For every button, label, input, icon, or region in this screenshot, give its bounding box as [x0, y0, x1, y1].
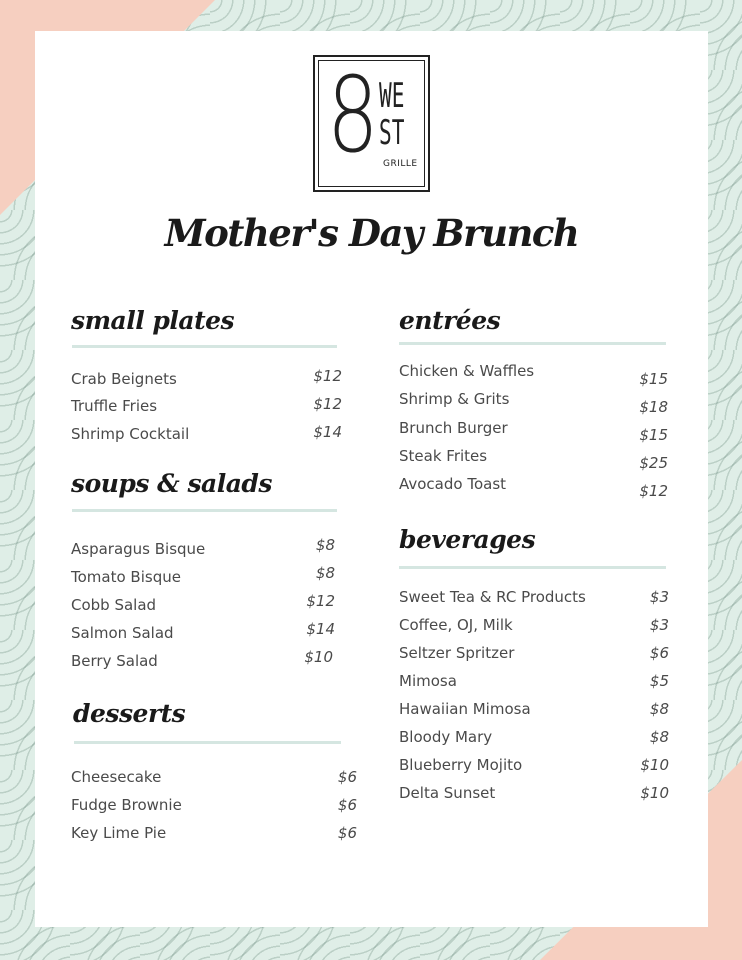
menu-item-price: $10: [640, 784, 669, 802]
logo-text-line3: GRILLE: [383, 159, 418, 169]
menu-item-price: $6: [649, 644, 669, 662]
logo-text-line2: ST: [379, 113, 405, 153]
menu-item-name: Shrimp Cocktail: [71, 425, 190, 443]
menu-item-name: Asparagus Bisque: [71, 540, 206, 558]
menu-item-name: Chicken & Waffles: [399, 362, 535, 380]
menu-item-name: Sweet Tea & RC Products: [399, 588, 586, 606]
menu-item-price: $8: [315, 536, 335, 554]
menu-item-price: $3: [649, 588, 669, 606]
menu-item-price: $8: [649, 728, 669, 746]
menu-item-name: Seltzer Spritzer: [399, 644, 515, 662]
section-heading-entrees: entrées: [399, 306, 501, 335]
logo-number: 8: [327, 54, 378, 176]
menu-item-name: Fudge Brownie: [71, 796, 182, 814]
menu-item-price: $12: [313, 395, 342, 413]
section-divider: [72, 509, 337, 512]
menu-item-name: Shrimp & Grits: [399, 390, 510, 408]
menu-item-price: $8: [315, 564, 335, 582]
section-heading-desserts: desserts: [73, 699, 186, 728]
menu-item-name: Mimosa: [399, 672, 457, 690]
menu-item-name: Bloody Mary: [399, 728, 493, 746]
menu-card: [35, 31, 708, 927]
menu-item-name: Cobb Salad: [71, 596, 157, 614]
menu-item-price: $14: [306, 620, 335, 638]
menu-item-name: Salmon Salad: [71, 624, 174, 642]
menu-item-name: Steak Frites: [399, 447, 488, 465]
logo-inner-frame: [318, 54, 425, 187]
menu-item-name: Key Lime Pie: [71, 824, 167, 842]
menu-item-price: $15: [639, 426, 668, 444]
menu-item-price: $10: [304, 648, 333, 666]
menu-item-name: Crab Beignets: [71, 370, 177, 388]
menu-item-price: $14: [313, 423, 342, 441]
section-divider: [72, 345, 337, 348]
section-heading-beverages: beverages: [399, 525, 536, 554]
menu-item-name: Blueberry Mojito: [399, 756, 523, 774]
menu-item-name: Coffee, OJ, Milk: [399, 616, 513, 634]
section-divider: [399, 342, 666, 345]
menu-item-price: $3: [649, 616, 669, 634]
menu-title: Mother's Day Brunch: [164, 211, 579, 255]
menu-item-price: $15: [639, 370, 668, 388]
menu-item-name: Berry Salad: [71, 652, 158, 670]
menu-item-price: $12: [306, 592, 335, 610]
menu-item-name: Brunch Burger: [399, 419, 508, 437]
menu-item-price: $18: [639, 398, 668, 416]
menu-item-name: Hawaiian Mimosa: [399, 700, 531, 718]
menu-item-name: Avocado Toast: [399, 475, 507, 493]
menu-item-name: Cheesecake: [71, 768, 162, 786]
menu-item-name: Delta Sunset: [399, 784, 496, 802]
section-divider: [399, 566, 666, 569]
menu-item-price: $12: [313, 367, 342, 385]
section-heading-small-plates: small plates: [71, 306, 235, 335]
section-divider: [74, 741, 341, 744]
restaurant-logo: [313, 55, 430, 192]
menu-item-price: $8: [649, 700, 669, 718]
menu-item-name: Tomato Bisque: [71, 568, 181, 586]
menu-item-price: $6: [337, 768, 357, 786]
menu-item-price: $6: [337, 796, 357, 814]
menu-item-price: $25: [639, 454, 668, 472]
menu-item-price: $5: [649, 672, 669, 690]
menu-item-price: $10: [640, 756, 669, 774]
menu-item-price: $6: [337, 824, 357, 842]
menu-item-price: $12: [639, 482, 668, 500]
section-heading-soups-salads: soups & salads: [71, 469, 272, 498]
menu-item-name: Truffle Fries: [71, 397, 158, 415]
logo-text-line1: WE: [379, 76, 405, 116]
